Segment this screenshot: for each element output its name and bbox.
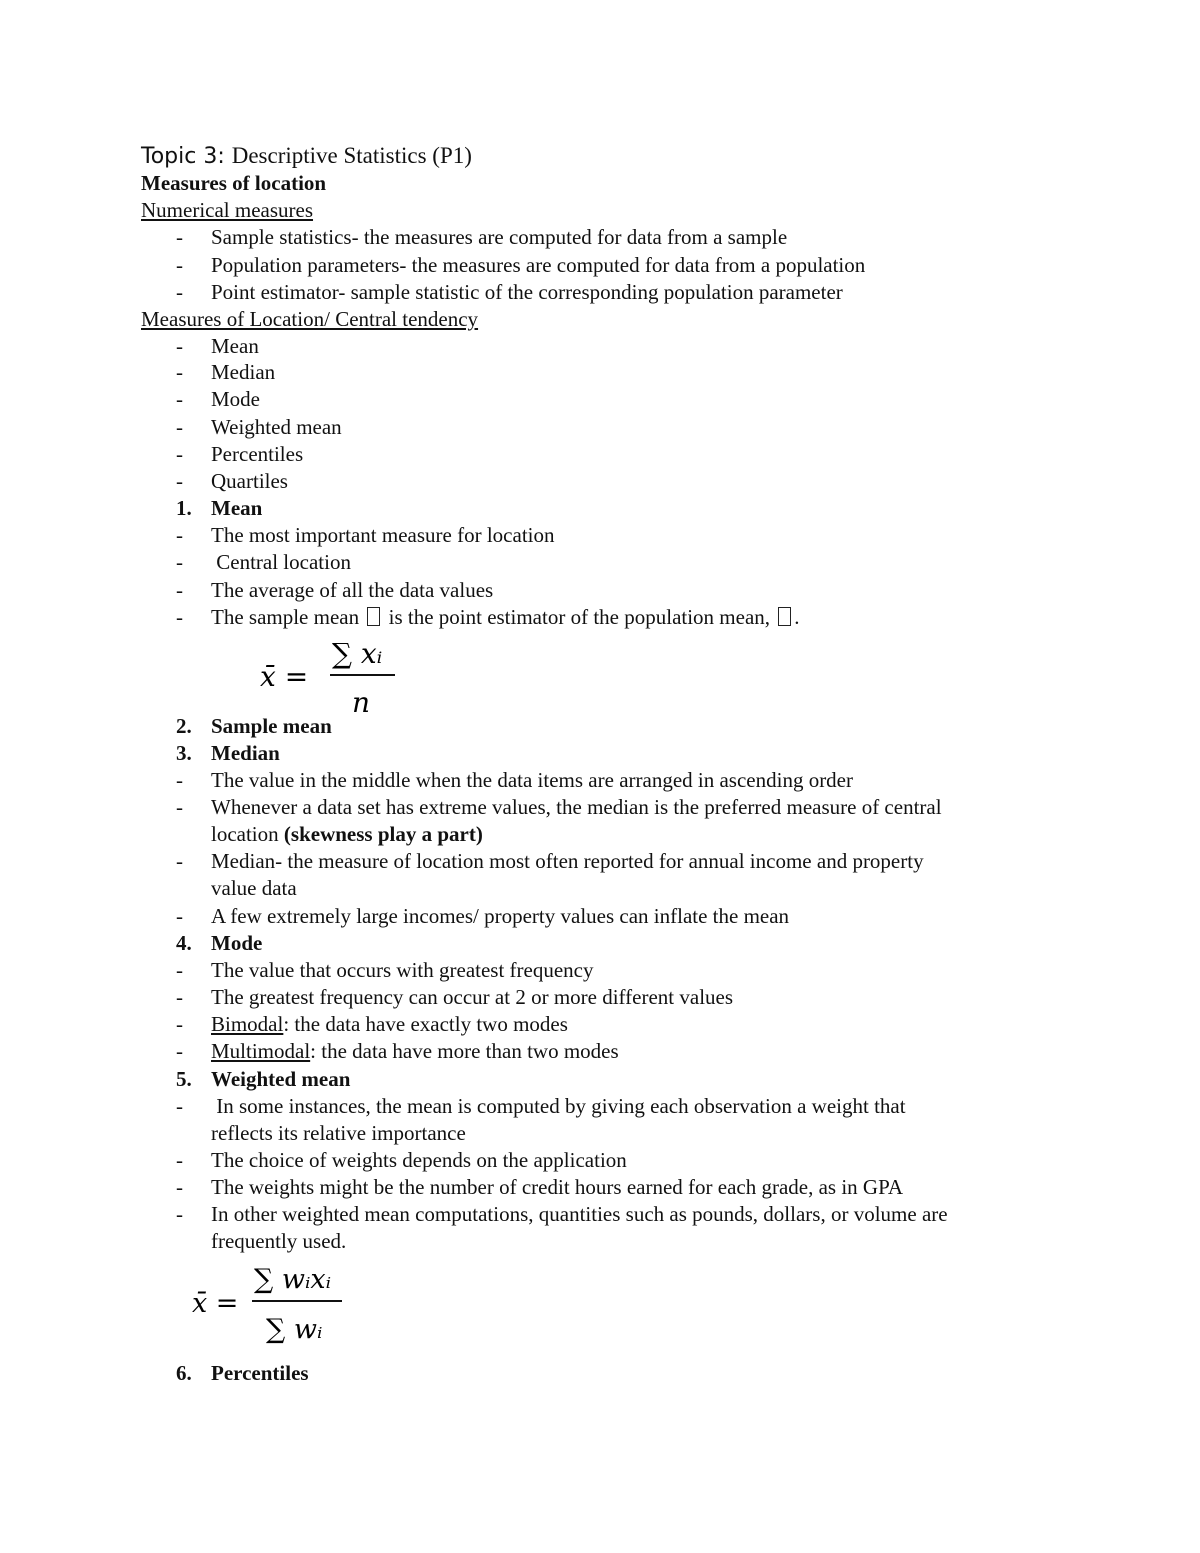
weighted-mean-formula [190, 1256, 360, 1353]
page-title [141, 143, 472, 169]
formula-denominator: ∑ wᵢ [266, 1314, 323, 1345]
missing-glyph-box [778, 607, 791, 626]
formula-numerator: ∑ xᵢ [332, 637, 383, 670]
heading-numerical-measures: Numerical measures [141, 198, 314, 222]
title-prefix: Topic 3: [141, 144, 232, 169]
formula-denominator: n [352, 686, 371, 718]
document-page: Topic 3: Descriptive Statistics (P1) Measures of location Numerical measures - Sample statistics- the measures are computed for data from a sample - Population parameters- the measures are computed for data from a population - Point estimator- sample statistic of the corresponding population parameter Measures of Location/ Central tendency - Mean - Median - Mode - Weighted mean - Percentiles - Quartiles 1. Mean - The most important measure for location - Central location - The average of all the data values - The sample mean is the point estimator of the population mean, . x̄ = ∑ xᵢ n 2. Sample mean 3. Median - The value in the middle when the data items are arranged in ascending order - Whenever a data set has extreme values, the median is the preferred measure of central location (skewness play a part) - Median- the measure of location most often reported for annual income and property value data - A few extremely large incomes/ property values can inflate the mean 4. Mode - The value that occurs with greatest frequency - The greatest frequency can occur at 2 or more different values - Bimodal: the data have exactly two modes - Multimodal: the data have more than two modes 5. Weighted mean - In some instances, the mean is computed by giving each observation a weight that reflects its relative importance - The choice of weights depends on the application - The weights might be the number of credit hours earned for each grade, as in GPA - In other weighted mean computations, quantities such as pounds, dollars, or volume are frequently used. x̄ = ∑ wᵢxᵢ ∑ wᵢ 6. Percentiles [141, 143, 948, 1385]
formula-lhs: x̄ = [192, 1288, 239, 1319]
formula-numerator: ∑ wᵢxᵢ [254, 1264, 332, 1295]
heading-central-tendency: Measures of Location/ Central tendency [141, 307, 479, 331]
missing-glyph-box [367, 607, 380, 626]
heading-measures-of-location: Measures of location [141, 171, 327, 195]
formula-lhs: x̄ = [260, 660, 309, 693]
mean-formula [258, 630, 408, 723]
title-rest: Descriptive Statistics (P1) [231, 143, 472, 168]
